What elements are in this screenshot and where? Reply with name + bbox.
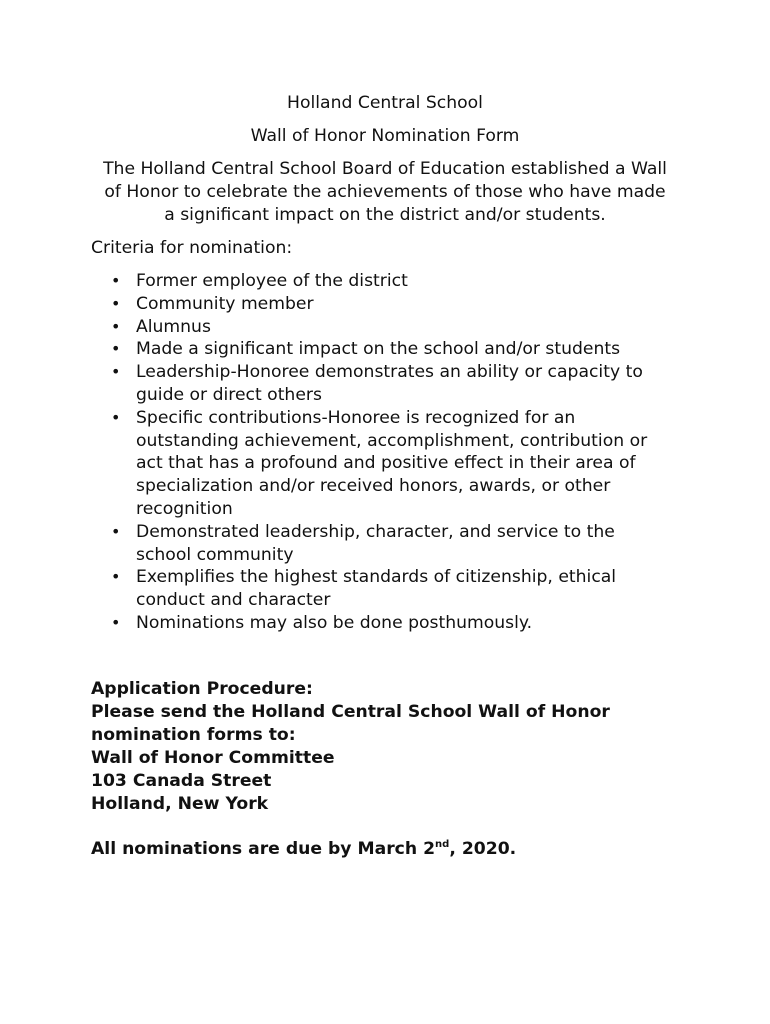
criteria-item-text: recognition — [136, 498, 233, 519]
deadline-prefix: All nominations are due by March 2 — [91, 839, 436, 859]
deadline-statement — [91, 838, 516, 861]
committee-name: Wall of Honor Committee — [91, 748, 335, 768]
criteria-item-text: Nominations may also be done posthumously. — [136, 612, 533, 633]
criteria-item-text: Made a significant impact on the school and/or students — [136, 339, 621, 360]
criteria-item — [91, 566, 691, 612]
deadline-ordinal: nd — [435, 839, 450, 850]
criteria-item-text: outstanding achievement, accomplishment, contribution or — [136, 430, 648, 451]
criteria-item-text: conduct and character — [136, 590, 331, 611]
procedure-line: nomination forms to: — [91, 725, 296, 745]
procedure-heading: Application Procedure: — [91, 679, 313, 699]
bullet-icon: • — [111, 293, 121, 313]
intro-line: a significant impact on the district and/or students. — [164, 205, 606, 225]
bullet-icon: • — [111, 567, 121, 587]
intro-line: of Honor to celebrate the achievements of those who have made — [104, 182, 666, 202]
form-title-heading: Wall of Honor Nomination Form — [250, 126, 520, 146]
intro-paragraph — [80, 158, 690, 227]
criteria-item — [91, 270, 691, 293]
criteria-item-text: Former employee of the district — [136, 271, 408, 291]
school-name-heading: Holland Central School — [287, 93, 483, 113]
criteria-item — [91, 293, 691, 316]
procedure-line: Please send the Holland Central School Wall of Honor — [91, 702, 610, 722]
criteria-item-text: Exemplifies the highest standards of citizenship, ethical — [136, 567, 617, 588]
bullet-icon: • — [111, 362, 121, 382]
bullet-icon: • — [111, 521, 121, 541]
bullet-icon: • — [111, 339, 121, 359]
criteria-item-text: act that has a profound and positive effect in their area of — [136, 453, 636, 474]
deadline-suffix: , 2020. — [449, 839, 517, 859]
criteria-item-text: school community — [136, 544, 294, 565]
city-state: Holland, New York — [91, 794, 269, 814]
bullet-icon: • — [111, 407, 121, 427]
criteria-item — [91, 407, 691, 521]
criteria-item-text: Demonstrated leadership, character, and service to the — [136, 521, 615, 542]
criteria-item — [91, 521, 691, 567]
criteria-item-text: Community member — [136, 293, 314, 314]
criteria-item — [91, 361, 691, 407]
intro-line: The Holland Central School Board of Education established a Wall — [103, 159, 667, 179]
bullet-icon: • — [111, 316, 121, 336]
criteria-list — [91, 270, 691, 635]
bullet-icon: • — [111, 271, 121, 290]
criteria-item — [91, 316, 691, 339]
application-procedure — [91, 678, 610, 816]
criteria-item — [91, 338, 691, 361]
criteria-item-text: specialization and/or received honors, awards, or other — [136, 476, 611, 497]
criteria-item-text: guide or direct others — [136, 384, 322, 405]
criteria-item — [91, 612, 691, 635]
criteria-label: Criteria for nomination: — [91, 238, 293, 258]
criteria-item-text: Leadership-Honoree demonstrates an ability or capacity to — [136, 362, 643, 383]
bullet-icon: • — [111, 612, 121, 632]
street-address: 103 Canada Street — [91, 771, 272, 791]
criteria-item-text: Alumnus — [136, 316, 211, 337]
criteria-item-text: Specific contributions-Honoree is recognized for an — [136, 407, 576, 428]
